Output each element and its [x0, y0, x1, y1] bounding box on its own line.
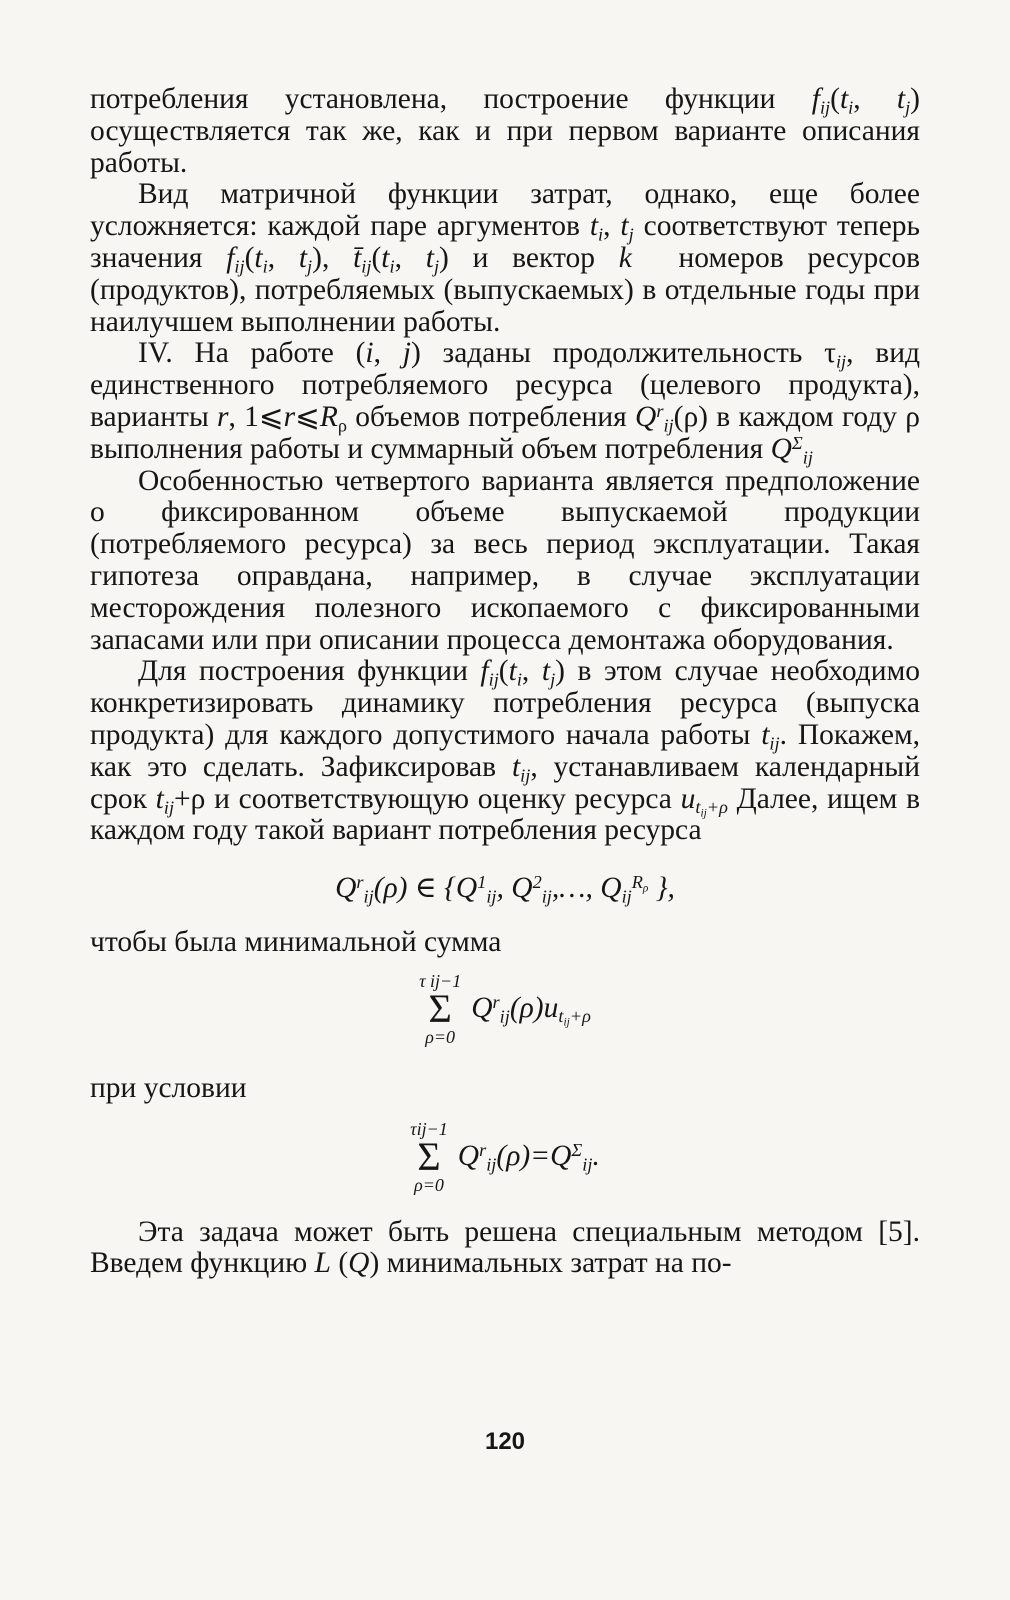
paragraph-8: Эта задача может быть решена специальным методом [5]. Введем функцию L (Q) минимальных затрат на по-	[90, 1215, 920, 1280]
page-number: 120	[484, 1428, 526, 1455]
page-text	[90, 84, 920, 1280]
paragraph-3: IV. На работе (i, j) заданы продолжительность $\tau_{ij}$, вид единственного потребляемого ресурса (целевого продукта), варианты r, $1⩽r⩽R_\rho$ объемов потребления $Q^r_{ij}(\rho)$ в каждом году ρ выполнения работы и суммарный объем потребления $Q^\Sigma_{ij}$	[90, 337, 921, 468]
paragraph-2: Вид матричной функции затрат, однако, еще более усложняется: каждой паре аргументов $t_i$, $t_j$ соответствуют теперь значения $f_{ij}(t_i$, $t_j$), $t̄_{ij}(t_i$, $t_j$) и вектор k⃗ номеров ресурсов (продуктов), потребляемых (выпускаемых) в отдельные годы при наилучшем выполнении работы.	[90, 178, 921, 338]
sum-operator	[410, 1119, 448, 1195]
formula-constraint	[90, 1119, 920, 1195]
paragraph-6: чтобы была минимальной сумма	[90, 925, 502, 958]
formula-variant-set: $Q^r_{ij}(\rho)$ ∈ {$Q^1_{ij}$, $Q^2_{ij},\dots$, $Q_{ij}^{R_\rho}$ },	[335, 871, 675, 907]
paragraph-7: при условии	[90, 1071, 247, 1104]
paragraph-1: потребления установлена, построение функции $f_{ij}(t_i$, $t_j$) осуществляется так же, как и при первом варианте описания работы.	[90, 83, 920, 179]
paragraph-5: Для построения функции $f_{ij}(t_i$, $t_j$) в этом случае необходимо конкретизировать динамику потребления ресурса (выпуска продукта) для каждого допустимого начала работы $t_{ij}$. Покажем, как это сделать. Зафиксировав $t_{ij}$, устанавливаем календарный срок $t_{ij}+\rho$ и соответствующую оценку ресурса $u_{t_{ij}+\rho}$ Далее, ищем в каждом году такой вариант потребления ресурса	[90, 655, 921, 847]
paragraph-4: Особенностью четвертого варианта является предположение о фиксированном объеме выпускаемой продукции (потребляемого ресурса) за весь период эксплуатации. Такая гипотеза оправдана, например, в случае эксплуатации месторождения полезного ископаемого с фиксированными запасами или при описании процесса демонтажа оборудования.	[90, 464, 920, 656]
sigma-symbol: Σ	[428, 985, 452, 1031]
sum-upper-limit: τij−1	[410, 1118, 448, 1139]
sum-lower-limit: ρ=0	[425, 1026, 456, 1047]
sigma-symbol: Σ	[417, 1133, 441, 1179]
sum-operator	[419, 971, 461, 1047]
sum-body: $Q^r_{ij}(\rho)u_{t_{ij}+\rho}$	[471, 991, 591, 1029]
formula-min-sum	[90, 971, 920, 1047]
sum-lower-limit: ρ=0	[414, 1174, 444, 1195]
sum-body: $Q^r_{ij}(\rho)=Q^\Sigma_{ij}$.	[457, 1139, 600, 1175]
sum-upper-limit: τ ij−1	[419, 970, 462, 991]
